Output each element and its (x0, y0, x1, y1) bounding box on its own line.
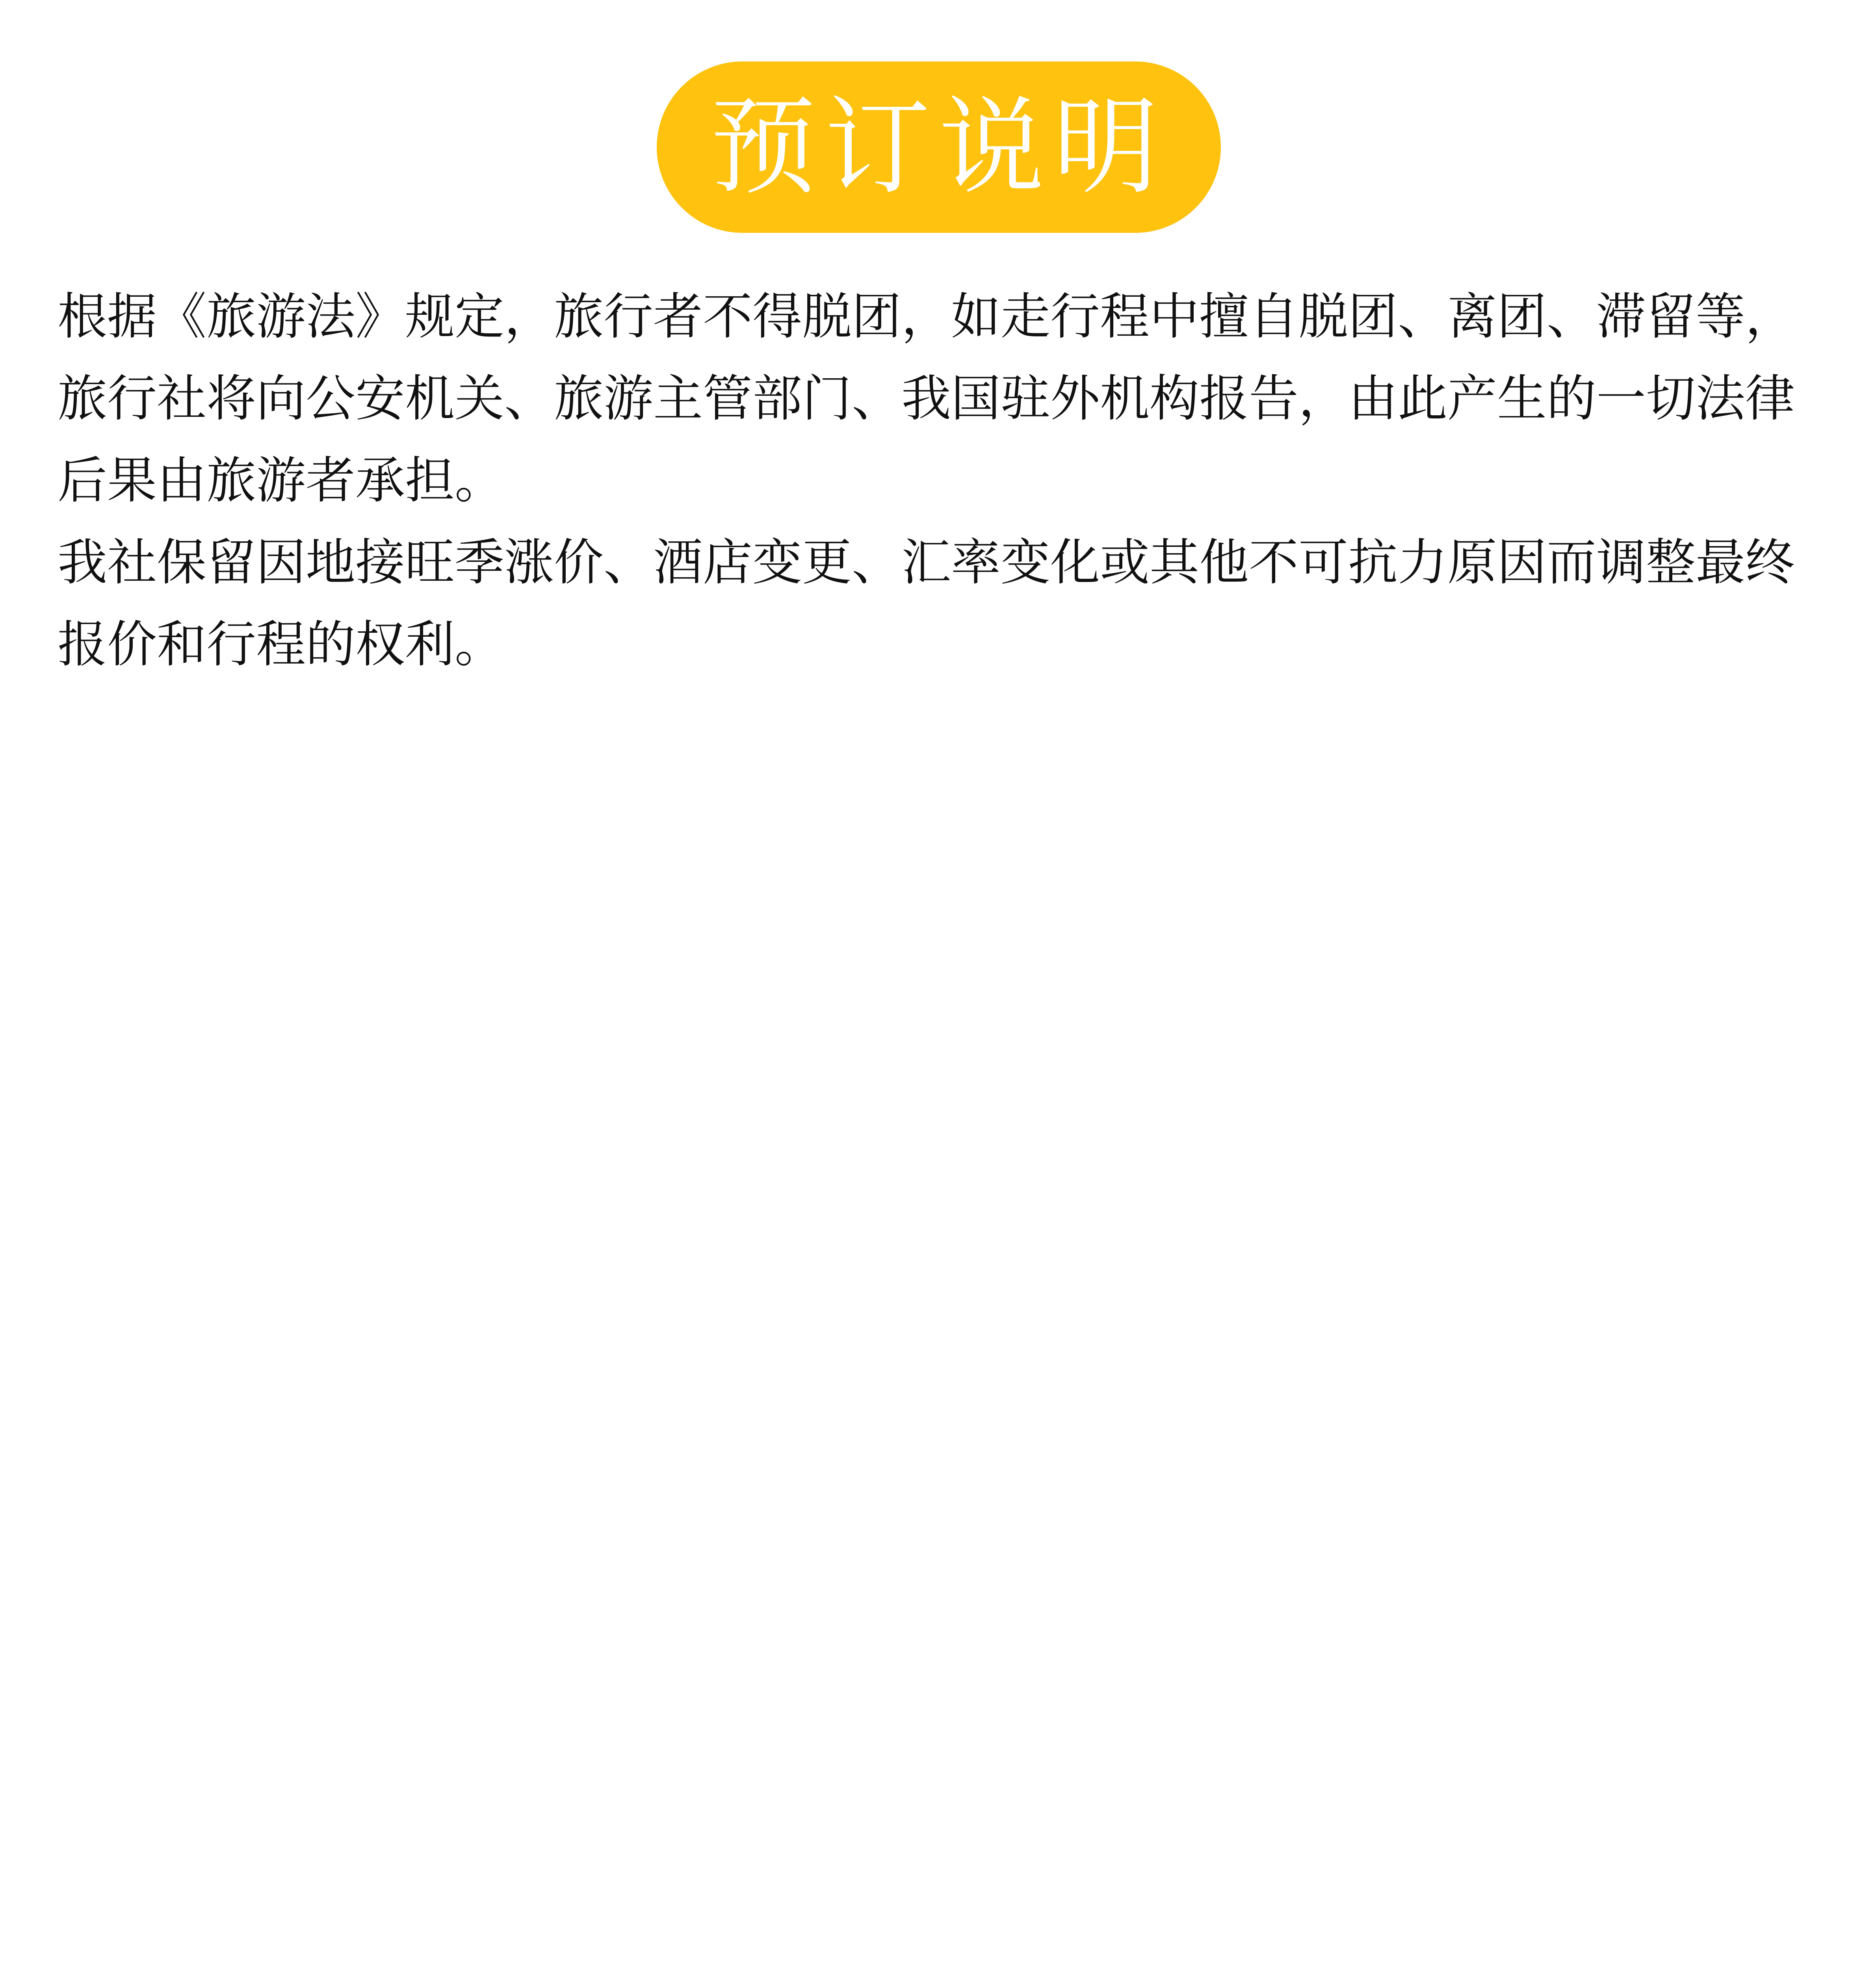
paragraph: 我社保留因地接旺季涨价、酒店变更、汇率变化或其他不可抗力原因而调整最终报价和行程的权利。 (58, 533, 1795, 673)
paragraph: 根据《旅游法》规定，旅行者不得脱团，如走行程中擅自脱团、离团、滞留等，旅行社将向公安机关、旅游主管部门、我国驻外机构报告，由此产生的一切法律后果由旅游者承担。 (58, 288, 1795, 509)
title-badge (657, 61, 1221, 233)
notice-content (58, 276, 1830, 686)
page-title: 预订说明 (710, 85, 1167, 209)
